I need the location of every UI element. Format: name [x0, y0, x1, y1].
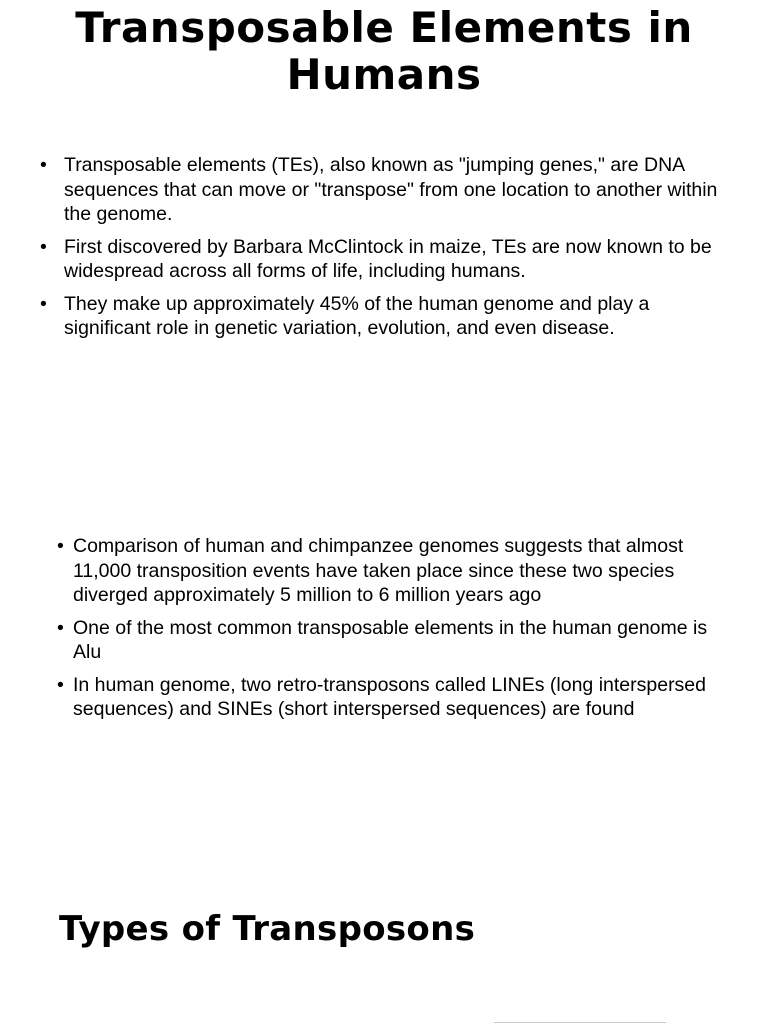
- divider: [494, 1022, 666, 1023]
- human-te-bullet-list: [57, 534, 722, 730]
- bullet-item: • Comparison of human and chimpanzee genomes suggests that almost 11,000 transposition events have taken place since these two species diverged approximately 5 million to 6 million years ago: [57, 534, 722, 608]
- bullet-item: • Transposable elements (TEs), also known as "jumping genes," are DNA sequences that can move or "transpose" from one location to another within the genome.: [40, 153, 730, 227]
- bullet-item: • In human genome, two retro-transposons called LINEs (long interspersed sequences) and SINEs (short interspersed sequences) are found: [57, 673, 722, 722]
- slide-title: Transposable Elements in Humans: [75, 3, 693, 99]
- bullet-item: • First discovered by Barbara McClintock in maize, TEs are now known to be widespread across all forms of life, including humans.: [40, 235, 730, 284]
- bullet-item: • One of the most common transposable elements in the human genome is Alu: [57, 616, 722, 665]
- intro-bullet-list: [40, 153, 730, 349]
- bullet-item: • They make up approximately 45% of the human genome and play a significant role in genetic variation, evolution, and even disease.: [40, 292, 730, 341]
- section-heading: Types of Transposons: [59, 909, 476, 949]
